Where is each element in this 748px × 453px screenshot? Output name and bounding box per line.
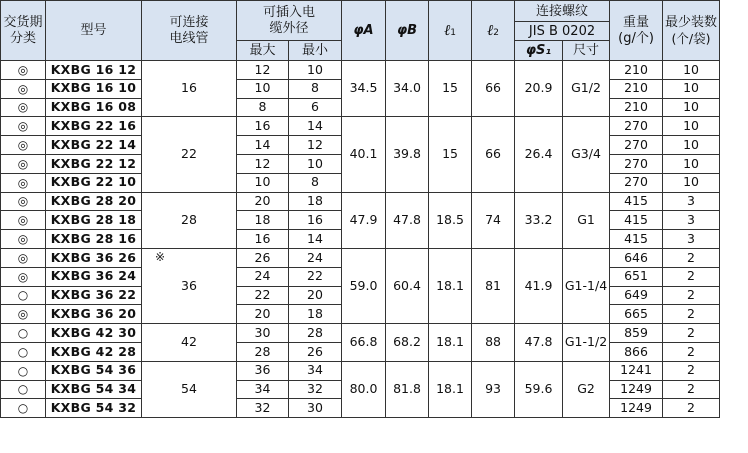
cable-max-cell: 18 (237, 211, 289, 230)
cable-min-cell: 22 (289, 267, 342, 286)
weight-cell: 270 (610, 173, 663, 192)
cable-max-cell: 32 (237, 399, 289, 418)
table-row (1, 117, 748, 136)
delivery-symbol: ◎ (1, 192, 46, 211)
cable-min-cell: 16 (289, 211, 342, 230)
thread-size-cell: G1/2 (563, 61, 610, 117)
phi-s1-cell: 26.4 (515, 117, 563, 192)
min-qty-cell: 10 (663, 61, 720, 80)
l2-cell: 88 (472, 324, 515, 362)
delivery-symbol: ○ (1, 286, 46, 305)
delivery-symbol: ◎ (1, 230, 46, 249)
cable-min-cell: 30 (289, 399, 342, 418)
l1-cell: 18.1 (429, 361, 472, 417)
delivery-symbol: ◎ (1, 79, 46, 98)
l1-cell: 18.1 (429, 248, 472, 323)
model-cell: KXBG 16 12 (46, 61, 142, 80)
min-qty-cell: 10 (663, 79, 720, 98)
weight-cell: 866 (610, 342, 663, 361)
phi-s1-cell: 41.9 (515, 248, 563, 323)
header-weight: 重量 (g/个) (610, 1, 663, 61)
phi-b-cell: 68.2 (386, 324, 429, 362)
header-l2: ℓ2 (472, 1, 515, 61)
model-cell: KXBG 28 16 (46, 230, 142, 249)
model-cell: KXBG 16 08 (46, 98, 142, 117)
delivery-symbol: ◎ (1, 267, 46, 286)
weight-cell: 415 (610, 230, 663, 249)
cable-max-cell: 16 (237, 117, 289, 136)
min-qty-cell: 10 (663, 173, 720, 192)
delivery-symbol: ◎ (1, 61, 46, 80)
delivery-symbol: ○ (1, 380, 46, 399)
header-delivery: 交货期 分类 (1, 1, 46, 61)
cable-max-cell: 36 (237, 361, 289, 380)
header-min-qty: 最少装数 (个/袋) (663, 1, 720, 61)
cable-max-cell: 8 (237, 98, 289, 117)
conduit-size-cell: 42 (142, 324, 237, 362)
weight-cell: 210 (610, 79, 663, 98)
min-qty-cell: 2 (663, 305, 720, 324)
weight-cell: 665 (610, 305, 663, 324)
delivery-symbol: ◎ (1, 136, 46, 155)
cable-min-cell: 18 (289, 192, 342, 211)
cable-max-cell: 24 (237, 267, 289, 286)
model-cell: KXBG 42 28 (46, 342, 142, 361)
l2-cell: 93 (472, 361, 515, 417)
cable-min-cell: 10 (289, 154, 342, 173)
cable-min-cell: 8 (289, 79, 342, 98)
conduit-size-cell: 36 (142, 248, 237, 323)
cable-min-cell: 18 (289, 305, 342, 324)
header-thread-size: 尺寸 (563, 41, 610, 61)
cable-max-cell: 20 (237, 192, 289, 211)
header-phi-b: φB (386, 1, 429, 61)
min-qty-cell: 2 (663, 342, 720, 361)
header-cable-max: 最大 (237, 41, 289, 61)
cable-min-cell: 34 (289, 361, 342, 380)
min-qty-cell: 10 (663, 154, 720, 173)
phi-b-cell: 34.0 (386, 61, 429, 117)
cable-max-cell: 14 (237, 136, 289, 155)
header-cable-min: 最小 (289, 41, 342, 61)
delivery-symbol: ◎ (1, 305, 46, 324)
weight-cell: 649 (610, 286, 663, 305)
model-cell: KXBG 36 24 (46, 267, 142, 286)
phi-a-cell: 66.8 (342, 324, 386, 362)
min-qty-cell: 3 (663, 230, 720, 249)
spec-body (1, 61, 748, 418)
model-cell: KXBG 22 16 (46, 117, 142, 136)
phi-s1-cell: 33.2 (515, 192, 563, 248)
delivery-symbol: ○ (1, 324, 46, 343)
weight-cell: 651 (610, 267, 663, 286)
conduit-size-cell: 16 (142, 61, 237, 117)
table-row (1, 248, 748, 267)
conduit-size-cell: 28 (142, 192, 237, 248)
header-model: 型号 (46, 1, 142, 61)
delivery-symbol: ○ (1, 361, 46, 380)
cable-max-cell: 12 (237, 61, 289, 80)
l2-cell: 66 (472, 61, 515, 117)
l2-cell: 66 (472, 117, 515, 192)
delivery-symbol: ◎ (1, 248, 46, 267)
cable-min-cell: 24 (289, 248, 342, 267)
thread-size-cell: G3/4 (563, 117, 610, 192)
min-qty-cell: 2 (663, 267, 720, 286)
cable-max-cell: 22 (237, 286, 289, 305)
model-cell: KXBG 22 14 (46, 136, 142, 155)
table-row (1, 361, 748, 380)
min-qty-cell: 10 (663, 98, 720, 117)
cable-min-cell: 28 (289, 324, 342, 343)
min-qty-cell: 2 (663, 286, 720, 305)
header-jis: JIS B 0202 (515, 22, 610, 41)
weight-cell: 270 (610, 117, 663, 136)
min-qty-cell: 2 (663, 324, 720, 343)
weight-cell: 646 (610, 248, 663, 267)
model-cell: KXBG 22 10 (46, 173, 142, 192)
header-l1: ℓ1 (429, 1, 472, 61)
phi-s1-cell: 59.6 (515, 361, 563, 417)
cable-max-cell: 10 (237, 173, 289, 192)
cable-min-cell: 8 (289, 173, 342, 192)
model-cell: KXBG 54 36 (46, 361, 142, 380)
cable-min-cell: 32 (289, 380, 342, 399)
model-cell: KXBG 22 12 (46, 154, 142, 173)
phi-b-cell: 60.4 (386, 248, 429, 323)
delivery-symbol: ◎ (1, 173, 46, 192)
table-row (1, 61, 748, 80)
phi-b-cell: 47.8 (386, 192, 429, 248)
cable-max-cell: 28 (237, 342, 289, 361)
min-qty-cell: 10 (663, 136, 720, 155)
header-phi-a: φA (342, 1, 386, 61)
weight-cell: 415 (610, 211, 663, 230)
min-qty-cell: 2 (663, 399, 720, 418)
min-qty-cell: 2 (663, 380, 720, 399)
cable-min-cell: 12 (289, 136, 342, 155)
thread-size-cell: G1-1/4 (563, 248, 610, 323)
model-cell: KXBG 54 32 (46, 399, 142, 418)
thread-size-cell: G1-1/2 (563, 324, 610, 362)
thread-size-cell: G1 (563, 192, 610, 248)
note-mark: ※ (155, 250, 166, 264)
min-qty-cell: 2 (663, 248, 720, 267)
cable-min-cell: 26 (289, 342, 342, 361)
header-phi-s1: φS₁ (515, 41, 563, 61)
l1-cell: 15 (429, 61, 472, 117)
model-cell: KXBG 54 34 (46, 380, 142, 399)
model-cell: KXBG 36 26 (46, 248, 142, 267)
phi-a-cell: 40.1 (342, 117, 386, 192)
l2-cell: 74 (472, 192, 515, 248)
delivery-symbol: ◎ (1, 98, 46, 117)
cable-max-cell: 34 (237, 380, 289, 399)
cable-max-cell: 20 (237, 305, 289, 324)
phi-a-cell: 59.0 (342, 248, 386, 323)
model-cell: KXBG 42 30 (46, 324, 142, 343)
header-cable-od: 可插入电 缆外径 (237, 1, 342, 41)
cable-min-cell: 14 (289, 230, 342, 249)
weight-cell: 1249 (610, 380, 663, 399)
min-qty-cell: 2 (663, 361, 720, 380)
model-cell: KXBG 28 18 (46, 211, 142, 230)
thread-size-cell: G2 (563, 361, 610, 417)
table-row (1, 324, 748, 343)
l1-cell: 18.5 (429, 192, 472, 248)
cable-max-cell: 30 (237, 324, 289, 343)
phi-s1-cell: 47.8 (515, 324, 563, 362)
conduit-size-cell: 54 (142, 361, 237, 417)
weight-cell: 270 (610, 154, 663, 173)
conduit-size-cell: 22 (142, 117, 237, 192)
l2-cell: 81 (472, 248, 515, 323)
delivery-symbol: ◎ (1, 154, 46, 173)
weight-cell: 1241 (610, 361, 663, 380)
header-conduit: 可连接 电线管 (142, 1, 237, 61)
phi-s1-cell: 20.9 (515, 61, 563, 117)
weight-cell: 415 (610, 192, 663, 211)
cable-min-cell: 14 (289, 117, 342, 136)
model-cell: KXBG 28 20 (46, 192, 142, 211)
table-row (1, 192, 748, 211)
cable-max-cell: 12 (237, 154, 289, 173)
cable-min-cell: 20 (289, 286, 342, 305)
phi-b-cell: 39.8 (386, 117, 429, 192)
model-cell: KXBG 36 22 (46, 286, 142, 305)
phi-a-cell: 47.9 (342, 192, 386, 248)
min-qty-cell: 3 (663, 211, 720, 230)
delivery-symbol: ○ (1, 399, 46, 418)
delivery-symbol: ◎ (1, 211, 46, 230)
header-thread: 连接螺纹 (515, 1, 610, 22)
delivery-symbol: ◎ (1, 117, 46, 136)
model-cell: KXBG 16 10 (46, 79, 142, 98)
weight-cell: 1249 (610, 399, 663, 418)
weight-cell: 270 (610, 136, 663, 155)
phi-b-cell: 81.8 (386, 361, 429, 417)
delivery-symbol: ○ (1, 342, 46, 361)
cable-max-cell: 26 (237, 248, 289, 267)
l1-cell: 18.1 (429, 324, 472, 362)
weight-cell: 859 (610, 324, 663, 343)
cable-min-cell: 10 (289, 61, 342, 80)
cable-max-cell: 10 (237, 79, 289, 98)
phi-a-cell: 34.5 (342, 61, 386, 117)
weight-cell: 210 (610, 98, 663, 117)
cable-max-cell: 16 (237, 230, 289, 249)
model-cell: KXBG 36 20 (46, 305, 142, 324)
phi-a-cell: 80.0 (342, 361, 386, 417)
min-qty-cell: 10 (663, 117, 720, 136)
cable-min-cell: 6 (289, 98, 342, 117)
l1-cell: 15 (429, 117, 472, 192)
weight-cell: 210 (610, 61, 663, 80)
min-qty-cell: 3 (663, 192, 720, 211)
